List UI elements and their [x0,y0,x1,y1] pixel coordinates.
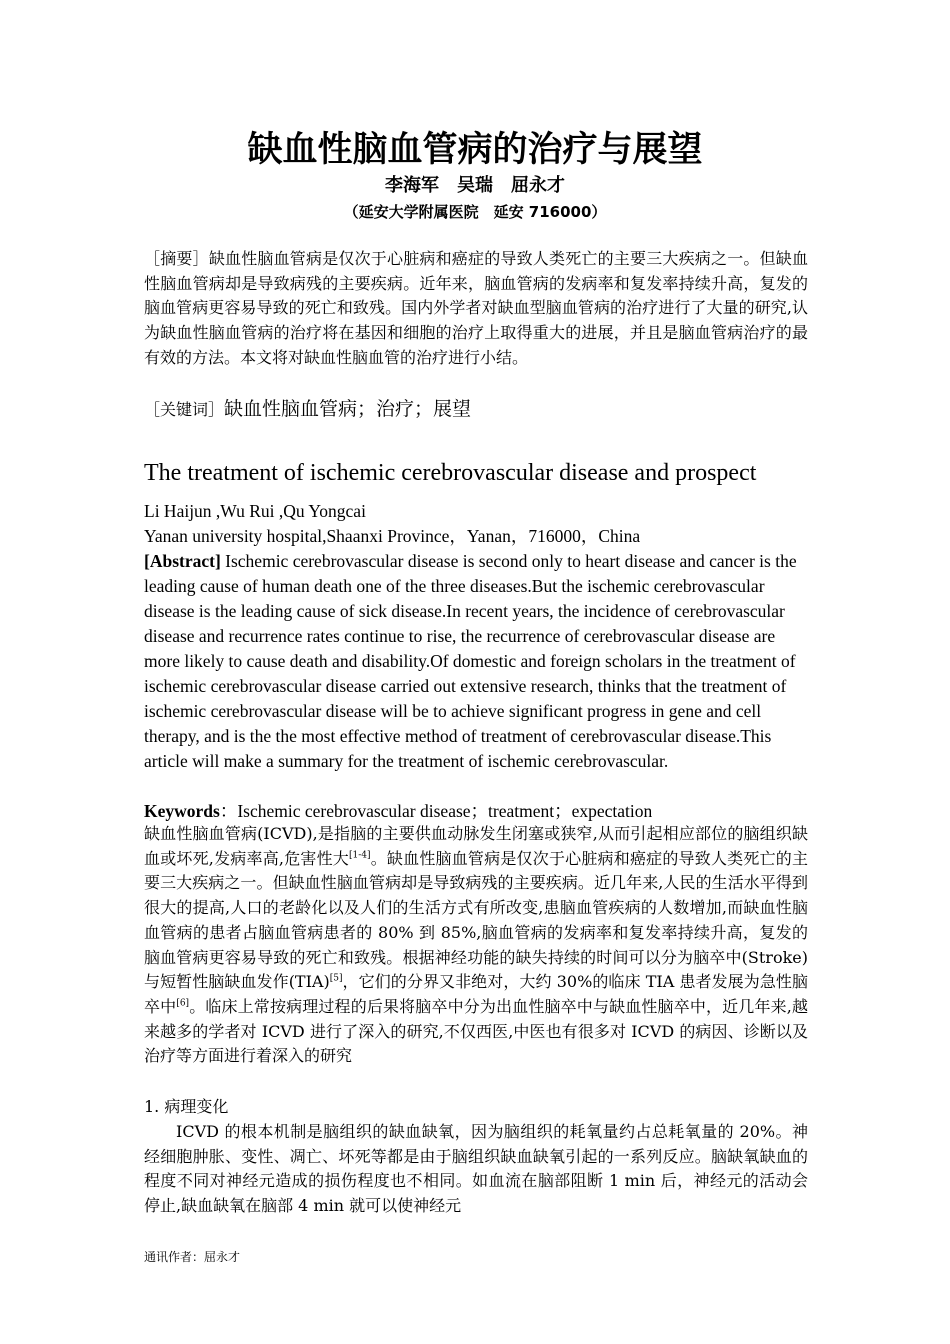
intro-paragraph [144,822,808,1069]
authors-en: Li Haijun ,Wu Rui ,Qu Yongcai [144,501,366,521]
keywords-cn-label: ［关键词］ [144,400,225,419]
intro-text-3: ，它们的分界又非绝对，大约 30%的临床 TIA 患者发展为急性脑卒中 [144,972,808,1016]
intro-text-1: 缺血性脑血管病(ICVD),是指脑的主要供血动脉发生闭塞或狭窄,从而引起相应部位的脑组织缺血或坏死,发病率高,危害性大 [144,824,808,868]
affiliation-en: Yanan university hospital,Shaanxi Province，Yanan，716000，China [144,526,641,546]
corresponding-author-footnote: 通讯作者：屈永才 [144,1250,241,1264]
paper-title-en: The treatment of ischemic cerebrovascular disease and prospect [144,460,757,486]
abstract-cn [144,247,808,371]
keywords-cn [144,397,808,423]
intro-text-2: 。缺血性脑血管病是仅次于心脏病和癌症的导致人类死亡的主要三大疾病之一。但缺血性脑血管病却是导致病残的主要疾病。近几年来,人民的生活水平得到很大的提高,人口的老龄化以及人们的生活方式有所改变,患脑血管疾病的人数增加,而缺血性脑血管病的患者占脑血管病患者的 80% 到 85%,脑血管病的发病率和复发率持续升高，复发的脑血管病更容易导致的死亡和致残。根据神经功能的缺失持续的时间可以分为脑卒中(Stroke)与短暂性脑缺血发作(TIA) [144,848,808,992]
abstract-en [144,549,808,774]
keywords-en [144,799,808,824]
citation-ref: [5] [329,973,343,984]
keywords-en-label: Keywords [144,801,220,821]
keywords-cn-text: 缺血性脑血管病；治疗；展望 [224,398,472,420]
abstract-en-text: Ischemic cerebrovascular disease is second only to heart disease and cancer is the leading cause of human death one of the three diseases.But the ischemic cerebrovascular disease is the leading cause of sick disease.In recent years, the incidence of cerebrovascular disease and recurrence rates continue to rise, the recurrence of cerebrovascular disease are more likely to cause death and disability.Of domestic and foreign scholars in the treatment of ischemic cerebrovascular disease carried out extensive research, thinks that the treatment of ischemic cerebrovascular disease will be to achieve significant progress in gene and cell therapy, and is the the most effective method of treatment of cerebrovascular disease.This article will make a summary for the treatment of ischemic cerebrovascular. [144,551,797,771]
abstract-cn-text: 缺血性脑血管病是仅次于心脏病和癌症的导致人类死亡的主要三大疾病之一。但缺血性脑血管病却是导致病残的主要疾病。近年来，脑血管病的发病率和复发率持续升高，复发的脑血管病更容易导致的死亡和致残。国内外学者对缺血型脑血管病的治疗进行了大量的研究,认为缺血性脑血管病的治疗将在基因和细胞的治疗上取得重大的进展，并且是脑血管病治疗的最有效的方法。本文将对缺血性脑血管的治疗进行小结。 [144,249,808,367]
abstract-cn-label: ［摘要］ [144,249,209,268]
intro-text-4: 。临床上常按病理过程的后果将脑卒中分为出血性脑卒中与缺血性脑卒中，近几年来,越来越多的学者对 ICVD 进行了深入的研究,不仅西医,中医也有很多对 ICVD 的病因、诊断以及治疗等方面进行着深入的研究 [144,996,808,1066]
paper-title-cn: 缺血性脑血管病的治疗与展望 [247,130,703,170]
section-body: ICVD 的根本机制是脑组织的缺血缺氧，因为脑组织的耗氧量约占总耗氧量的 20%。神经细胞肿胀、变性、凋亡、坏死等都是由于脑组织缺血缺氧引起的一系列反应。脑缺氧缺血的程度不同对神经元造成的损伤程度也不相同。如血流在脑部阻断 1 min 后，神经元的活动会停止,缺血缺氧在脑部 4 min 就可以使神经元 [144,1122,808,1216]
affiliation-cn: （延安大学附属医院 延安 716000） [343,203,607,221]
section-heading: 1. 病理变化 [144,1097,229,1116]
keywords-en-text: ：Ischemic cerebrovascular disease；treatment；expectation [219,801,653,821]
citation-ref: [1-4] [349,850,371,861]
citation-ref: [6] [176,998,190,1009]
authors-cn: 李海军 吴瑞 屈永才 [385,175,565,196]
abstract-en-label: [Abstract] [144,551,221,571]
